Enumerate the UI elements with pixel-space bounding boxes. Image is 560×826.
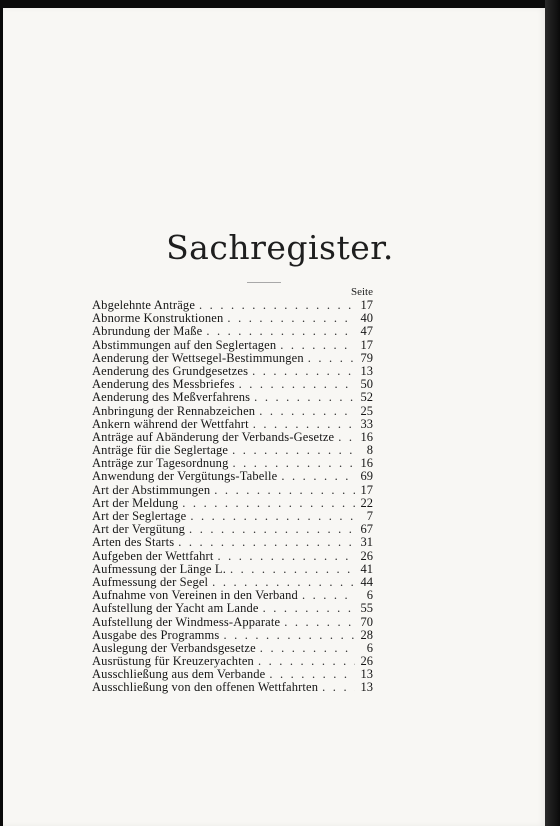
- dot-leader: [318, 681, 355, 694]
- dot-leader: [228, 444, 355, 457]
- dot-leader: [223, 312, 355, 325]
- index-entry: [92, 431, 373, 444]
- index-page-number: 13: [360, 681, 373, 695]
- index-entry: [92, 299, 373, 312]
- index-entry: [92, 484, 373, 497]
- index-page-number: 26: [360, 549, 373, 563]
- index-page-number: 16: [360, 457, 373, 471]
- index-term: Abgelehnte Anträge: [92, 299, 196, 312]
- index-term: Aufgeben der Wettfahrt: [92, 549, 214, 563]
- dot-leader: [185, 523, 355, 536]
- index-page-number: 55: [360, 602, 373, 616]
- index-entry: [92, 418, 373, 431]
- index-term: Aenderung des Messbriefes: [92, 378, 235, 392]
- dot-leader: [255, 405, 355, 418]
- index-entry: [92, 339, 373, 352]
- dot-leader: [254, 655, 355, 668]
- index-term: Aufstellung der Windmess-Apparate: [92, 615, 281, 629]
- index-page-number: 7: [366, 510, 373, 523]
- index-term: Ausschließung von den offenen Wettfahrten: [92, 681, 319, 695]
- index-term: Abrundung der Maße: [92, 325, 203, 339]
- dot-leader: [334, 431, 355, 444]
- dot-leader: [235, 378, 355, 391]
- index-term: Art der Seglertage: [92, 510, 187, 523]
- index-page-number: 28: [360, 628, 373, 642]
- index-entry: [92, 365, 373, 378]
- index-term: Abstimmungen auf den Seglertagen: [92, 338, 277, 352]
- index-entry: [92, 668, 373, 681]
- dot-leader: [249, 418, 355, 431]
- index-term: Anträge auf Abänderung der Verbands-Gesetze: [92, 430, 335, 444]
- index-term: Aufmessung der Segel: [92, 575, 209, 589]
- index-term: Abnorme Konstruktionen: [92, 312, 224, 326]
- dot-leader: [213, 550, 355, 563]
- index-term: Aenderung des Meßverfahrens: [92, 391, 251, 405]
- index-term: Art der Abstimmungen: [92, 483, 211, 497]
- dot-leader: [195, 299, 355, 312]
- index-page-number: 16: [360, 430, 373, 444]
- index-entry: [92, 312, 373, 325]
- index-term: Aenderung der Wettsegel-Bestimmungen: [92, 351, 304, 365]
- dot-leader: [174, 536, 355, 549]
- dot-leader: [250, 391, 355, 404]
- index-entry: [92, 378, 373, 391]
- index-term: Ausgabe des Programms: [92, 628, 220, 642]
- index-page-number: 33: [360, 417, 373, 431]
- index-term: Ausschließung aus dem Verbande: [92, 668, 266, 682]
- index-page-number: 44: [360, 575, 373, 589]
- index-entry: [92, 444, 373, 457]
- index-entry: [92, 510, 373, 523]
- index-entry: [92, 391, 373, 404]
- dot-leader: [228, 457, 355, 470]
- index-term: Anbringung der Rennabzeichen: [92, 404, 256, 418]
- dot-leader: [208, 576, 355, 589]
- index-page-number: 40: [360, 312, 373, 326]
- index-page-number: 50: [360, 378, 373, 392]
- index-page-number: 52: [360, 391, 373, 405]
- index-list: [92, 299, 373, 695]
- index-term: Ausrüstung für Kreuzeryachten: [92, 655, 254, 669]
- page-column-label: Seite: [351, 286, 373, 298]
- index-page-number: 70: [360, 615, 373, 629]
- dot-leader: [178, 497, 355, 510]
- index-term: Aufmessung der Länge L.: [92, 562, 226, 576]
- index-entry: [92, 576, 373, 589]
- dot-leader: [280, 616, 355, 629]
- index-term: Anträge zur Tagesordnung: [92, 457, 229, 471]
- page-edge-shadow: [545, 0, 560, 826]
- index-term: Anwendung der Vergütungs-Tabelle: [92, 470, 278, 484]
- index-entry: [92, 655, 373, 668]
- index-entry: [92, 457, 373, 470]
- index-page-number: 17: [360, 338, 373, 352]
- dot-leader: [259, 602, 355, 615]
- index-page-number: 79: [360, 351, 373, 365]
- index-page-number: 47: [360, 325, 373, 339]
- index-entry: [92, 589, 373, 602]
- title-divider: [247, 282, 281, 283]
- index-page-number: 6: [366, 589, 373, 603]
- index-entry: [92, 497, 373, 510]
- index-entry: [92, 470, 373, 483]
- index-entry: [92, 616, 373, 629]
- index-entry: [92, 405, 373, 418]
- index-page-number: 25: [360, 404, 373, 418]
- index-page-number: 13: [360, 668, 373, 682]
- index-term: Anträge für die Seglertage: [92, 444, 229, 458]
- dot-leader: [277, 470, 355, 483]
- dot-leader: [248, 365, 355, 378]
- index-page-number: 69: [360, 470, 373, 484]
- index-page-number: 22: [360, 496, 373, 510]
- index-entry: [92, 602, 373, 615]
- dot-leader: [210, 484, 355, 497]
- index-term: Auslegung der Verbandsgesetze: [92, 641, 256, 655]
- dot-leader: [276, 339, 355, 352]
- index-page-number: 26: [360, 655, 373, 669]
- index-term: Aufstellung der Yacht am Lande: [92, 602, 259, 616]
- index-entry: [92, 536, 373, 549]
- dot-leader: [226, 563, 355, 576]
- index-page-number: 17: [360, 299, 373, 312]
- index-entry: [92, 352, 373, 365]
- index-page-number: 31: [360, 536, 373, 550]
- index-entry: [92, 629, 373, 642]
- dot-leader: [256, 642, 355, 655]
- index-term: Ankern während der Wettfahrt: [92, 417, 249, 431]
- index-term: Aufnahme von Vereinen in den Verband: [92, 589, 298, 603]
- index-page-number: 67: [360, 523, 373, 537]
- dot-leader: [298, 589, 355, 602]
- index-page-number: 17: [360, 483, 373, 497]
- dot-leader: [265, 668, 355, 681]
- index-entry: [92, 550, 373, 563]
- index-entry: [92, 523, 373, 536]
- index-page-number: 41: [360, 562, 373, 576]
- index-term: Art der Meldung: [92, 496, 179, 510]
- index-term: Art der Vergütung: [92, 523, 186, 537]
- page-title: Sachregister.: [166, 228, 394, 267]
- index-entry: [92, 563, 373, 576]
- dot-leader: [186, 510, 355, 523]
- index-entry: [92, 325, 373, 338]
- index-entry: [92, 681, 373, 694]
- dot-leader: [202, 325, 355, 338]
- index-page-number: 8: [366, 444, 373, 458]
- index-term: Arten des Starts: [92, 536, 175, 550]
- index-page-number: 6: [366, 641, 373, 655]
- dot-leader: [304, 352, 355, 365]
- index-entry: [92, 642, 373, 655]
- index-page-number: 13: [360, 364, 373, 378]
- dot-leader: [219, 629, 355, 642]
- index-term: Aenderung des Grundgesetzes: [92, 364, 249, 378]
